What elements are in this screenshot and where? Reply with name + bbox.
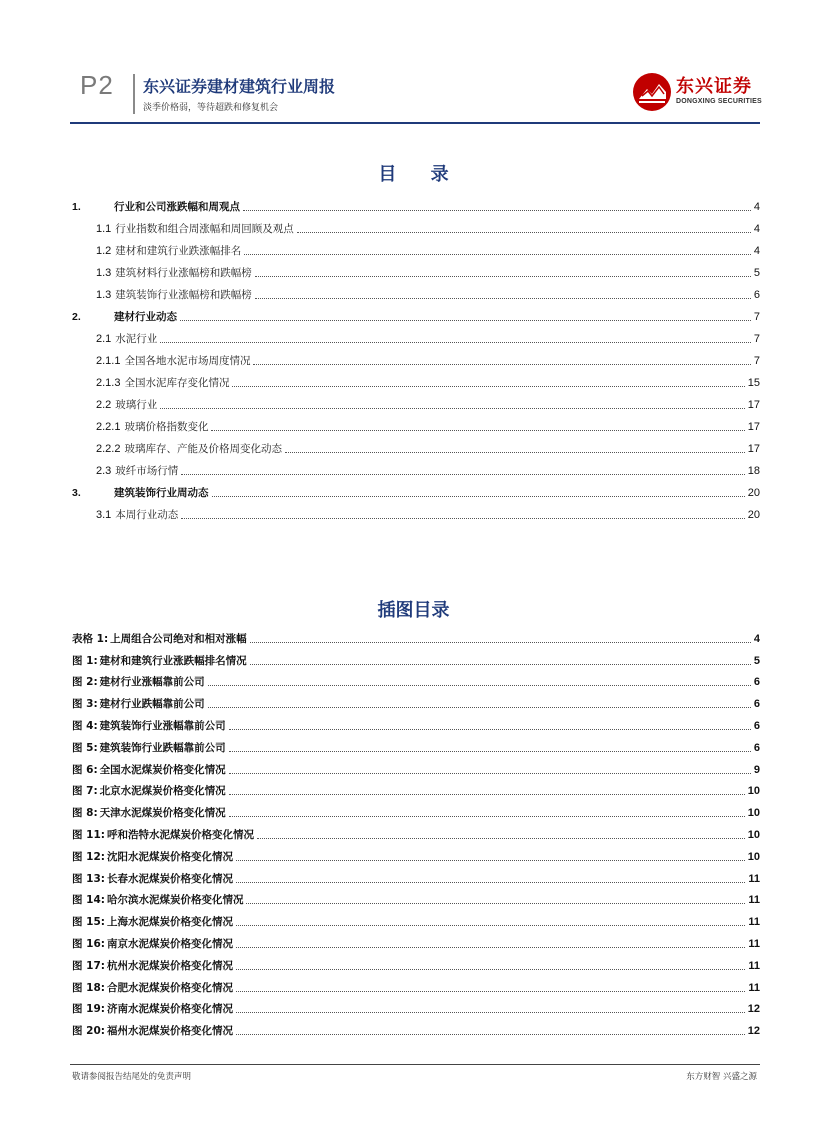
entry-label: 全国各地水泥市场周度情况: [124, 355, 251, 367]
entry-label: 建筑装饰行业跌幅靠前公司: [99, 741, 226, 754]
entry-page-number: 10: [747, 828, 760, 841]
figure-entry[interactable]: [72, 646, 760, 668]
entry-label: 合肥水泥煤炭价格变化情况: [106, 981, 233, 994]
dot-leader: [181, 473, 744, 475]
dot-leader: [250, 663, 751, 665]
dot-leader: [285, 451, 745, 453]
entry-number: 1.3: [96, 267, 112, 279]
entry-number: 图 4:: [72, 719, 98, 732]
entry-number: 图 13:: [72, 872, 105, 885]
entry-label: 建材和建筑行业跌涨幅排名: [115, 245, 242, 257]
entry-label: 建材行业跌幅靠前公司: [99, 698, 205, 711]
dot-leader: [244, 253, 751, 255]
toc-entry[interactable]: [72, 280, 760, 302]
dot-leader: [236, 1033, 745, 1035]
entry-page-number: 10: [747, 850, 760, 863]
entry-page-number: 12: [747, 1003, 760, 1016]
toc-entry[interactable]: [72, 390, 760, 412]
entry-number: 图 14:: [72, 894, 105, 907]
entry-label: 北京水泥煤炭价格变化情况: [99, 785, 226, 798]
dot-leader: [229, 815, 745, 817]
page-number: P2: [80, 70, 114, 100]
dot-leader: [236, 990, 745, 992]
entry-page-number: 11: [748, 959, 760, 972]
entry-page-number: 11: [748, 916, 760, 929]
toc-title: 目 录: [378, 164, 463, 185]
figure-entry[interactable]: [72, 668, 760, 690]
logo-en-text: DONGXING SECURITIES: [676, 98, 762, 105]
entry-number: 图 11:: [72, 828, 105, 841]
dot-leader: [255, 297, 751, 299]
entry-page-number: 7: [753, 311, 760, 323]
toc-entry[interactable]: [72, 412, 760, 434]
toc-entry[interactable]: [72, 456, 760, 478]
entry-page-number: 4: [753, 201, 760, 213]
figures-title: 插图目录: [377, 600, 450, 621]
figure-entry[interactable]: [72, 755, 760, 777]
entry-label: 行业指数和组合周涨幅和周回顾及观点: [115, 223, 294, 235]
entry-page-number: 20: [747, 487, 760, 499]
logo-cn-text: 东兴证券: [676, 76, 752, 97]
entry-label: 水泥行业: [115, 333, 158, 345]
entry-number: 2.1.1: [96, 355, 121, 367]
entry-number: 图 6:: [72, 763, 98, 776]
figure-entry[interactable]: [72, 842, 760, 864]
dot-leader: [229, 793, 745, 795]
entry-label: 玻纤市场行情: [115, 465, 179, 477]
entry-label: 全国水泥煤炭价格变化情况: [99, 763, 226, 776]
entry-label: 济南水泥煤炭价格变化情况: [106, 1003, 233, 1016]
entry-page-number: 11: [748, 872, 760, 885]
entry-number: 1.: [72, 201, 81, 213]
toc-entry[interactable]: [72, 346, 760, 368]
dot-leader: [212, 495, 745, 497]
entry-label: 上周组合公司绝对和相对涨幅: [110, 632, 247, 645]
footer-disclaimer: 敬请参阅报告结尾处的免责声明: [72, 1072, 192, 1082]
entry-number: 1.1: [96, 223, 112, 235]
entry-page-number: 11: [748, 937, 760, 950]
entry-page-number: 6: [753, 289, 760, 301]
figure-entry[interactable]: [72, 777, 760, 799]
entry-number: 图 5:: [72, 741, 98, 754]
dot-leader: [160, 341, 751, 343]
figure-entry[interactable]: [72, 951, 760, 973]
dot-leader: [250, 641, 751, 643]
entry-number: 图 3:: [72, 698, 98, 711]
entry-page-number: 11: [748, 894, 760, 907]
entry-label: 长春水泥煤炭价格变化情况: [106, 872, 233, 885]
entry-page-number: 4: [753, 245, 760, 257]
entry-number: 2.3: [96, 465, 112, 477]
entry-page-number: 7: [753, 355, 760, 367]
entry-label: 南京水泥煤炭价格变化情况: [106, 937, 233, 950]
figure-entry[interactable]: [72, 995, 760, 1017]
entry-label: 行业和公司涨跌幅和周观点: [114, 201, 240, 213]
figure-entry[interactable]: [72, 820, 760, 842]
entry-label: 建筑材料行业涨幅榜和跌幅榜: [115, 267, 252, 279]
toc-entry[interactable]: [72, 368, 760, 390]
entry-page-number: 9: [753, 763, 760, 776]
toc-entry[interactable]: [72, 214, 760, 236]
dot-leader: [160, 407, 744, 409]
dot-leader: [229, 728, 751, 730]
toc-entry[interactable]: [72, 258, 760, 280]
entry-number: 1.2: [96, 245, 112, 257]
footer-slogan: 东方财智 兴盛之源: [686, 1072, 757, 1082]
entry-page-number: 18: [747, 465, 760, 477]
dot-leader: [236, 968, 745, 970]
dot-leader: [297, 231, 751, 233]
dot-leader: [211, 429, 744, 431]
entry-label: 玻璃价格指数变化: [124, 421, 209, 433]
header-divider: [133, 74, 135, 114]
toc-entry[interactable]: [72, 500, 760, 522]
entry-label: 建筑装饰行业涨幅靠前公司: [99, 719, 226, 732]
dot-leader: [181, 517, 744, 519]
entry-label: 福州水泥煤炭价格变化情况: [106, 1025, 233, 1038]
entry-page-number: 12: [747, 1025, 760, 1038]
entry-label: 建材行业涨幅靠前公司: [99, 676, 205, 689]
entry-label: 本周行业动态: [115, 509, 179, 521]
figure-entry[interactable]: [72, 689, 760, 711]
figure-entry[interactable]: [72, 798, 760, 820]
entry-number: 图 19:: [72, 1003, 105, 1016]
entry-number: 图 2:: [72, 676, 98, 689]
entry-label: 玻璃行业: [115, 399, 158, 411]
dot-leader: [257, 837, 745, 839]
entry-label: 建材和建筑行业涨跌幅排名情况: [99, 654, 247, 667]
entry-page-number: 10: [747, 785, 760, 798]
entry-label: 全国水泥库存变化情况: [124, 377, 230, 389]
footer-rule: [70, 1064, 760, 1065]
entry-page-number: 17: [747, 399, 760, 411]
entry-number: 图 8:: [72, 807, 98, 820]
toc-entry[interactable]: [72, 478, 760, 500]
entry-number: 图 20:: [72, 1025, 105, 1038]
entry-label: 建材行业动态: [114, 311, 177, 323]
dot-leader: [229, 750, 751, 752]
entry-page-number: 4: [753, 223, 760, 235]
entry-page-number: 11: [748, 981, 760, 994]
entry-label: 建筑装饰行业涨幅榜和跌幅榜: [115, 289, 252, 301]
figure-entry[interactable]: [72, 733, 760, 755]
entry-number: 2.2: [96, 399, 112, 411]
dot-leader: [229, 772, 751, 774]
entry-page-number: 17: [747, 421, 760, 433]
entry-label: 沈阳水泥煤炭价格变化情况: [106, 850, 233, 863]
dot-leader: [236, 946, 745, 948]
entry-number: 图 1:: [72, 654, 98, 667]
entry-page-number: 20: [747, 509, 760, 521]
entry-number: 2.2.1: [96, 421, 121, 433]
entry-number: 图 18:: [72, 981, 105, 994]
entry-number: 图 7:: [72, 785, 98, 798]
entry-number: 2.: [72, 311, 81, 323]
entry-label: 建筑装饰行业周动态: [114, 487, 209, 499]
logo-emblem-icon: [632, 72, 672, 112]
entry-page-number: 17: [747, 443, 760, 455]
header-rule: [70, 122, 760, 124]
entry-label: 上海水泥煤炭价格变化情况: [106, 916, 233, 929]
entry-number: 1.3: [96, 289, 112, 301]
toc-entry[interactable]: [72, 302, 760, 324]
dot-leader: [208, 684, 751, 686]
entry-number: 图 15:: [72, 916, 105, 929]
entry-page-number: 6: [753, 676, 760, 689]
report-title: 东兴证券建材建筑行业周报: [143, 77, 336, 96]
dot-leader: [180, 319, 751, 321]
dot-leader: [236, 881, 745, 883]
company-logo: [632, 72, 762, 116]
report-subtitle: 淡季价格弱，等待超跌和修复机会: [143, 103, 279, 113]
entry-label: 杭州水泥煤炭价格变化情况: [106, 959, 233, 972]
entry-page-number: 6: [753, 741, 760, 754]
dot-leader: [236, 924, 745, 926]
entry-page-number: 15: [747, 377, 760, 389]
page-header: [0, 0, 827, 130]
dot-leader: [232, 385, 744, 387]
dot-leader: [236, 859, 745, 861]
dot-leader: [253, 363, 750, 365]
figure-entry[interactable]: [72, 864, 760, 886]
toc-entry[interactable]: [72, 434, 760, 456]
figure-entry[interactable]: [72, 973, 760, 995]
entry-page-number: 5: [753, 267, 760, 279]
figure-entry[interactable]: [72, 1016, 760, 1038]
entry-number: 图 16:: [72, 937, 105, 950]
entry-page-number: 10: [747, 807, 760, 820]
entry-number: 2.2.2: [96, 443, 121, 455]
figure-entry[interactable]: [72, 624, 760, 646]
entry-label: 哈尔滨水泥煤炭价格变化情况: [106, 894, 244, 907]
figure-entry[interactable]: [72, 907, 760, 929]
toc-list: [72, 192, 760, 522]
entry-number: 3.1: [96, 509, 112, 521]
toc-entry[interactable]: [72, 192, 760, 214]
toc-entry[interactable]: [72, 324, 760, 346]
entry-page-number: 5: [753, 654, 760, 667]
entry-page-number: 4: [753, 632, 760, 645]
dot-leader: [236, 1011, 745, 1013]
entry-page-number: 7: [753, 333, 760, 345]
figure-entry[interactable]: [72, 711, 760, 733]
entry-label: 玻璃库存、产能及价格周变化动态: [124, 443, 282, 455]
figures-list: [72, 624, 760, 1038]
entry-number: 3.: [72, 487, 81, 499]
entry-number: 2.1: [96, 333, 112, 345]
entry-label: 天津水泥煤炭价格变化情况: [99, 807, 226, 820]
figure-entry[interactable]: [72, 886, 760, 908]
dot-leader: [243, 209, 751, 211]
dot-leader: [208, 706, 751, 708]
toc-entry[interactable]: [72, 236, 760, 258]
dot-leader: [246, 902, 745, 904]
entry-page-number: 6: [753, 719, 760, 732]
entry-number: 图 17:: [72, 959, 105, 972]
entry-number: 图 12:: [72, 850, 105, 863]
entry-label: 呼和浩特水泥煤炭价格变化情况: [106, 828, 254, 841]
figure-entry[interactable]: [72, 929, 760, 951]
entry-page-number: 6: [753, 698, 760, 711]
entry-number: 2.1.3: [96, 377, 121, 389]
entry-number: 表格 1:: [72, 632, 109, 645]
dot-leader: [255, 275, 751, 277]
